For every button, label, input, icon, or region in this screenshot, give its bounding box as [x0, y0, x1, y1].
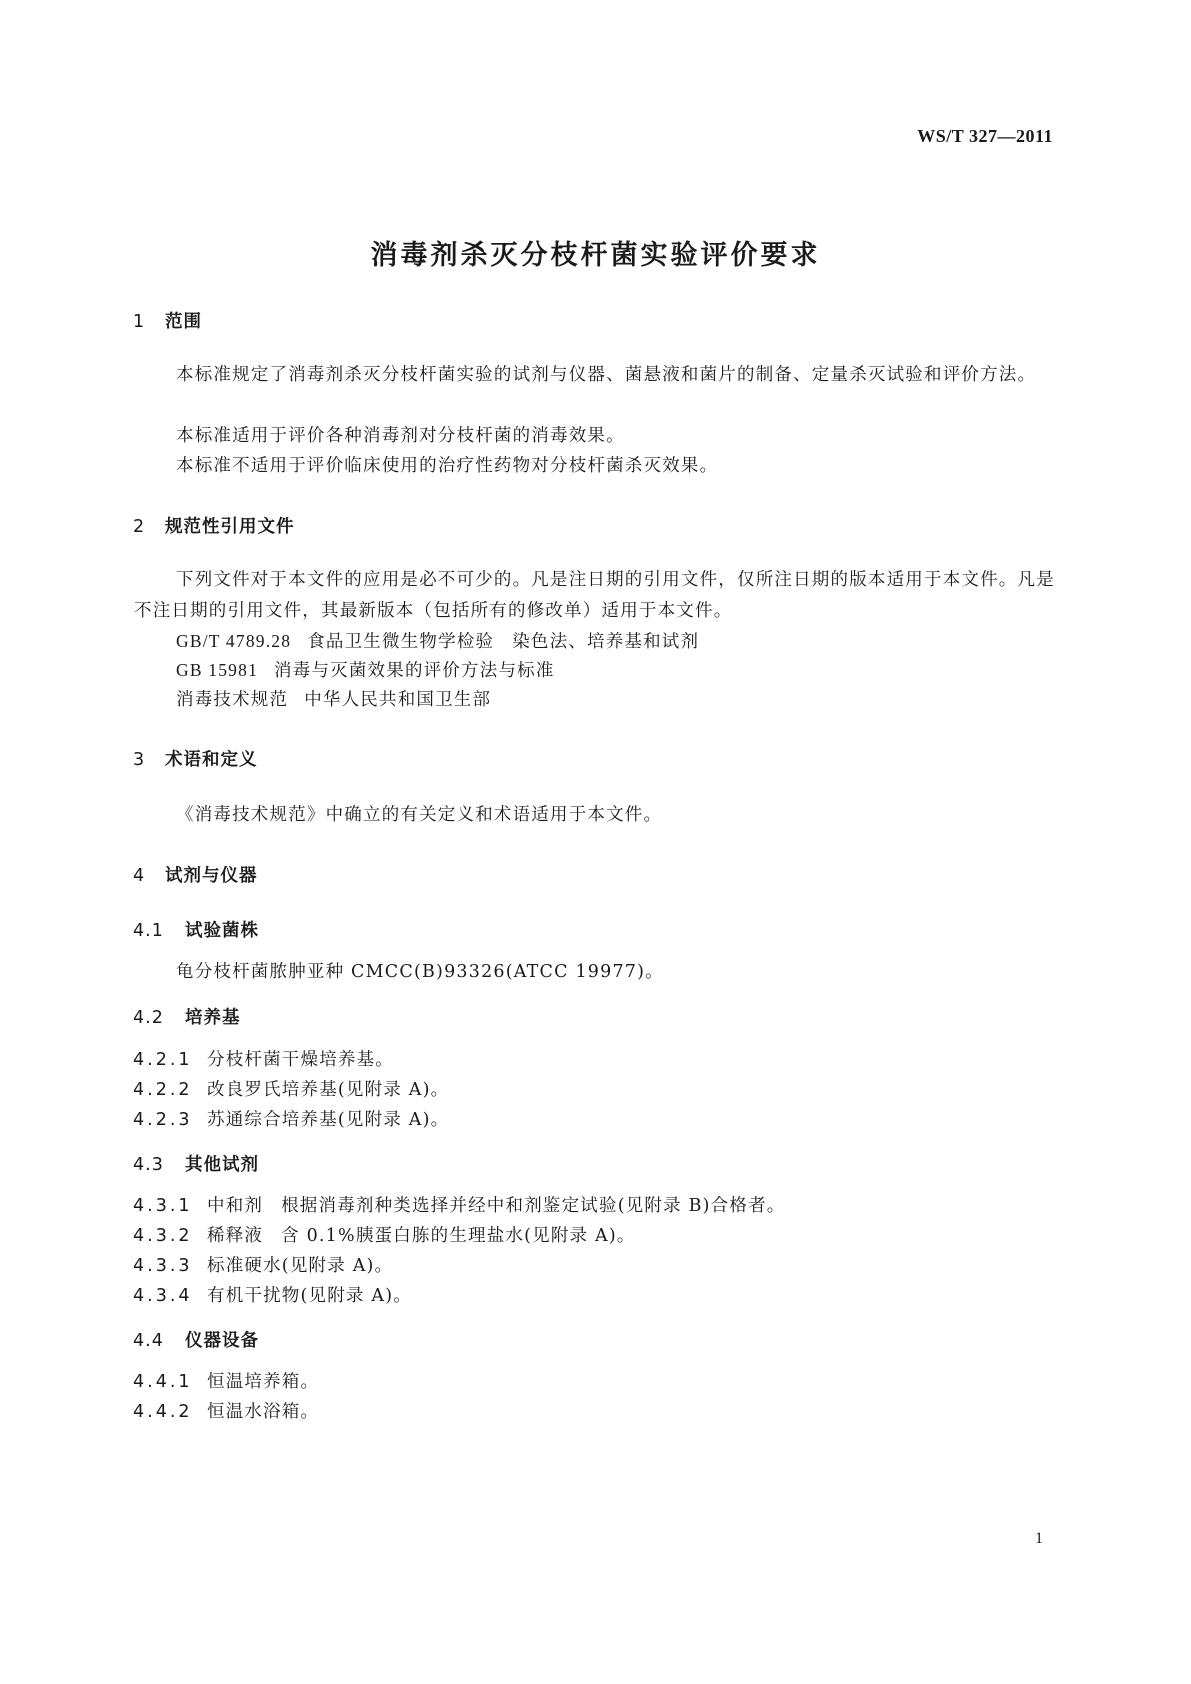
reference-code: 消毒技术规范 [176, 689, 289, 709]
clause-number: 4.2.3 [133, 1110, 193, 1130]
paragraph: 下列文件对于本文件的应用是必不可少的。凡是注日期的引用文件，仅所注日期的版本适用于本文件。凡是不注日期的引用文件，其最新版本（包括所有的修改单）适用于本文件。 [134, 570, 1055, 621]
subsection-4-1-heading [133, 917, 259, 942]
clause-item [133, 1368, 319, 1393]
section-number: 3 [133, 750, 146, 770]
clause-text: 分枝杆菌干燥培养基。 [207, 1050, 394, 1070]
subsection-number: 4.3 [133, 1155, 164, 1175]
clause-label: 稀释液 [207, 1226, 264, 1246]
subsection-title: 试验菌株 [185, 921, 259, 941]
clause-number: 4.3.3 [133, 1256, 193, 1276]
reference-item [176, 686, 491, 711]
subsection-title: 仪器设备 [185, 1331, 259, 1351]
clause-text: 苏通综合培养基(见附录 A)。 [207, 1110, 450, 1130]
document-title: 消毒剂杀灭分枝杆菌实验评价要求 [370, 240, 821, 271]
section-number: 4 [133, 866, 146, 886]
reference-item [176, 657, 555, 682]
paragraph: 本标准规定了消毒剂杀灭分枝杆菌实验的试剂与仪器、菌悬液和菌片的制备、定量杀灭试验和评价方法。 [176, 365, 1037, 385]
section-title: 范围 [165, 312, 202, 332]
reference-title: 消毒与灭菌效果的评价方法与标准 [274, 661, 555, 681]
clause-item [133, 1046, 394, 1071]
section-2-heading [133, 513, 295, 538]
clause-number: 4.2.2 [133, 1080, 193, 1100]
clause-number: 4.3.1 [133, 1196, 193, 1216]
subsection-4-3-heading [133, 1151, 259, 1176]
clause-number: 4.4.1 [133, 1372, 193, 1392]
clause-item [133, 1106, 449, 1131]
clause-text: 含 0.1%胰蛋白胨的生理盐水(见附录 A)。 [281, 1226, 636, 1246]
reference-subtitle: 染色法、培养基和试剂 [512, 632, 700, 652]
paragraph: 龟分枝杆菌脓肿亚种 CMCC(B)93326(ATCC 19977)。 [176, 962, 664, 982]
subsection-number: 4.4 [133, 1331, 164, 1351]
clause-number: 4.3.4 [133, 1286, 193, 1306]
clause-item [133, 1192, 786, 1217]
reference-title: 中华人民共和国卫生部 [304, 690, 492, 710]
reference-code: GB 15981 [176, 660, 259, 680]
page-number: 1 [1035, 1530, 1043, 1547]
clause-number: 4.4.2 [133, 1402, 193, 1422]
reference-title: 食品卫生微生物学检验 [307, 632, 495, 652]
paragraph: 本标准不适用于评价临床使用的治疗性药物对分枝杆菌杀灭效果。 [176, 456, 719, 476]
clause-text: 根据消毒剂种类选择并经中和剂鉴定试验(见附录 B)合格者。 [281, 1196, 786, 1216]
section-1-heading [133, 308, 202, 333]
subsection-number: 4.1 [133, 921, 164, 941]
clause-text: 恒温水浴箱。 [207, 1402, 320, 1422]
clause-text: 恒温培养箱。 [207, 1372, 320, 1392]
clause-item [133, 1282, 412, 1307]
clause-item [133, 1076, 449, 1101]
section-4-heading [133, 862, 258, 887]
clause-number: 4.2.1 [133, 1050, 193, 1070]
section-3-heading [133, 746, 258, 771]
clause-text: 有机干扰物(见附录 A)。 [207, 1286, 412, 1306]
section-title: 试剂与仪器 [165, 866, 258, 886]
section-title: 术语和定义 [165, 750, 258, 770]
section-title: 规范性引用文件 [165, 517, 295, 537]
clause-text: 标准硬水(见附录 A)。 [207, 1256, 394, 1276]
standard-code: WS/T 327—2011 [917, 126, 1053, 146]
clause-number: 4.3.2 [133, 1226, 193, 1246]
section-number: 1 [133, 312, 146, 332]
subsection-title: 其他试剂 [185, 1155, 259, 1175]
clause-item [133, 1398, 319, 1423]
paragraph: 本标准适用于评价各种消毒剂对分枝杆菌的消毒效果。 [176, 426, 625, 446]
reference-item [176, 628, 699, 653]
clause-item [133, 1222, 636, 1247]
clause-text: 改良罗氏培养基(见附录 A)。 [207, 1080, 450, 1100]
clause-item [133, 1252, 393, 1277]
subsection-4-4-heading [133, 1327, 259, 1352]
subsection-number: 4.2 [133, 1008, 164, 1028]
reference-code: GB/T 4789.28 [176, 631, 292, 651]
subsection-4-2-heading [133, 1004, 241, 1029]
paragraph: 《消毒技术规范》中确立的有关定义和术语适用于本文件。 [176, 805, 663, 825]
subsection-title: 培养基 [185, 1008, 241, 1028]
section-number: 2 [133, 517, 146, 537]
clause-label: 中和剂 [207, 1196, 264, 1216]
